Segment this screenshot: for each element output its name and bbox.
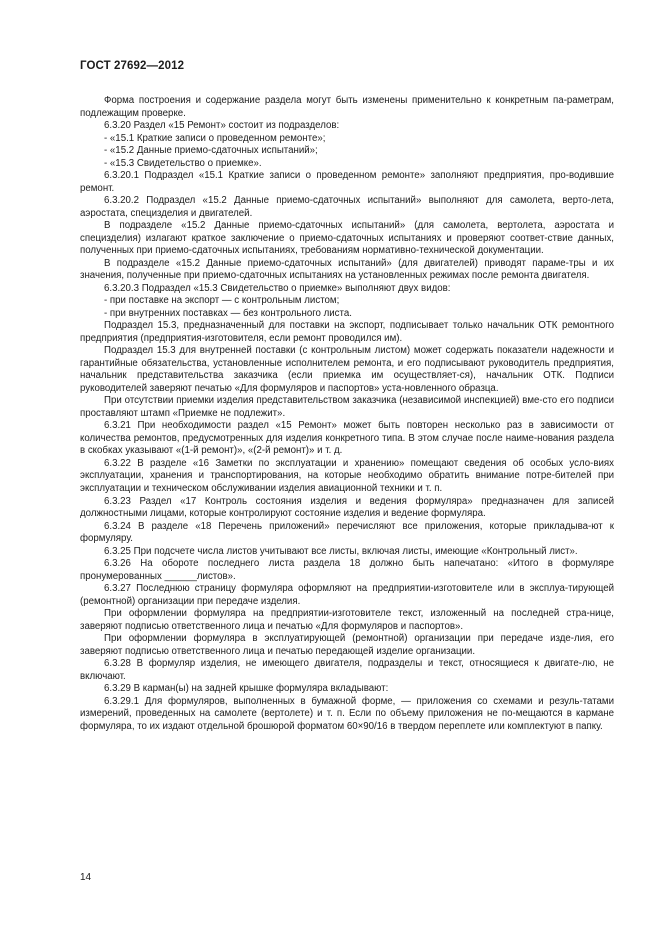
paragraph: 6.3.24 В разделе «18 Перечень приложений» перечисляют все приложения, которые прикладыва-ют к формуляру. bbox=[80, 520, 614, 545]
paragraph: 6.3.27 Последнюю страницу формуляра оформляют на предприятии-изготовителе или в эксплуа-тирующей (ремонтной) организации при передаче изделия. bbox=[80, 583, 614, 607]
paragraph: 6.3.20.1 Подраздел «15.1 Краткие записи о проведенном ремонте» заполняют предприятия, про-водившие ремонт. bbox=[80, 170, 614, 194]
paragraph: 6.3.20.2 Подраздел «15.2 Данные приемо-сдаточных испытаний» выполняют для самолета, верто-лета, аэростата, специзделия и двигателей. bbox=[80, 195, 614, 219]
paragraph: 6.3.21 При необходимости раздел «15 Ремонт» может быть повторен несколько раз в зависимости от количества ремонтов, предусмотренных для изделия конкретного типа. В этом случае после наиме-нования раздела в скобках указывают «(1-й ремонт)», «(2-й ремонт)» и т. д. bbox=[80, 420, 614, 457]
paragraph: В подразделе «15.2 Данные приемо-сдаточных испытаний» (для самолета, вертолета, аэростата и специзделия) излагают краткое заключение о приемо-сдаточных испытаниях и проверяют соответ-ствие данных, полученных при приемо-сдаточных испытаниях, требованиям нормативно-технической документации. bbox=[80, 220, 614, 257]
paragraph: В подразделе «15.2 Данные приемо-сдаточных испытаний» (для двигателей) приводят параме-тры и их значения, полученные при приемо-сдаточных испытаниях на установленных режимах после ремонта двигателя. bbox=[80, 257, 614, 282]
list-item: - при внутренних поставках — без контрольного листа. bbox=[104, 307, 352, 319]
paragraph: Подраздел 15.3 для внутренней поставки (с контрольным листом) может содержать показатели надежности и гарантийные обязательства, установленные исполнителем ремонта, и его подписывают руководитель предприятия, начальник представительства заказчика (если приемка им осуществляет-ся), начальник ОТК. Подписи руководителей заверяют печатью «Для формуляров и паспортов» уста-новленного образца. bbox=[80, 345, 614, 394]
paragraph: Форма построения и содержание раздела могут быть изменены применительно к конкретным па-раметрам, подлежащим проверке. bbox=[80, 95, 614, 119]
paragraph: 6.3.29 В карман(ы) на задней крышке формуляра вкладывают: bbox=[104, 683, 389, 695]
paragraph: 6.3.26 На обороте последнего листа раздела 18 должно быть напечатано: «Итого в формуляре пронумерованных ______листов». bbox=[80, 558, 614, 582]
paragraph: 6.3.28 В формуляр изделия, не имеющего двигателя, подразделы и текст, относящиеся к двигате-лю, не включают. bbox=[80, 658, 614, 682]
list-item: - «15.3 Свидетельство о приемке». bbox=[104, 157, 262, 169]
document-body bbox=[80, 95, 614, 733]
document-header: ГОСТ 27692—2012 bbox=[80, 60, 185, 72]
page-number: 14 bbox=[80, 872, 92, 883]
paragraph: 6.3.22 В разделе «16 Заметки по эксплуатации и хранению» помещают сведения об особых усло-виях эксплуатации, хранения и транспортирования, на которые необходимо обратить внимание потре-бителей при эксплуатации и техническом обслуживании изделия авиационной техники и т. п. bbox=[80, 457, 614, 494]
paragraph: При отсутствии приемки изделия представительством заказчика (независимой инспекцией) вме-сто его подписи проставляют штамп «Приемке не подлежит». bbox=[80, 395, 614, 419]
list-item: - при поставке на экспорт — с контрольным листом; bbox=[104, 295, 340, 307]
paragraph: Подраздел 15.3, предназначенный для поставки на экспорт, подписывает только начальник ОТК ремонтного предприятия (предприятия-изготовителя, если ремонт проводился им). bbox=[80, 320, 614, 344]
list-item: - «15.2 Данные приемо-сдаточных испытаний»; bbox=[104, 145, 318, 157]
paragraph: 6.3.23 Раздел «17 Контроль состояния изделия и ведения формуляра» предназначен для записей должностными лицами, которые контролируют состояние изделия и ведение формуляра. bbox=[80, 495, 614, 520]
paragraph: 6.3.25 При подсчете числа листов учитывают все листы, включая листы, имеющие «Контрольный лист». bbox=[104, 545, 578, 557]
paragraph: 6.3.20.3 Подраздел «15.3 Свидетельство о приемке» выполняют двух видов: bbox=[104, 282, 451, 294]
list-item: - «15.1 Краткие записи о проведенном ремонте»; bbox=[104, 132, 326, 144]
paragraph: При оформлении формуляра в эксплуатирующей (ремонтной) организации при передаче изде-лия, его заверяют подписью ответственного лица и печатью передающей изделие организации. bbox=[80, 633, 614, 657]
paragraph: 6.3.29.1 Для формуляров, выполненных в бумажной форме, — приложения со схемами и резуль-татами измерений, проведенных на самолете (вертолете) и т. п. Если по объему приложения не по-мещаются в кармане формуляра, то их издают отдельной брошюрой форматом 60×90/16 в твердом переплете или комплектуют в папку. bbox=[80, 695, 614, 732]
paragraph: 6.3.20 Раздел «15 Ремонт» состоит из подразделов: bbox=[104, 120, 340, 132]
paragraph: При оформлении формуляра на предприятии-изготовителе текст, изложенный на последней стра-нице, заверяют подписью ответственного лица и печатью «Для формуляров и паспортов». bbox=[80, 608, 614, 632]
